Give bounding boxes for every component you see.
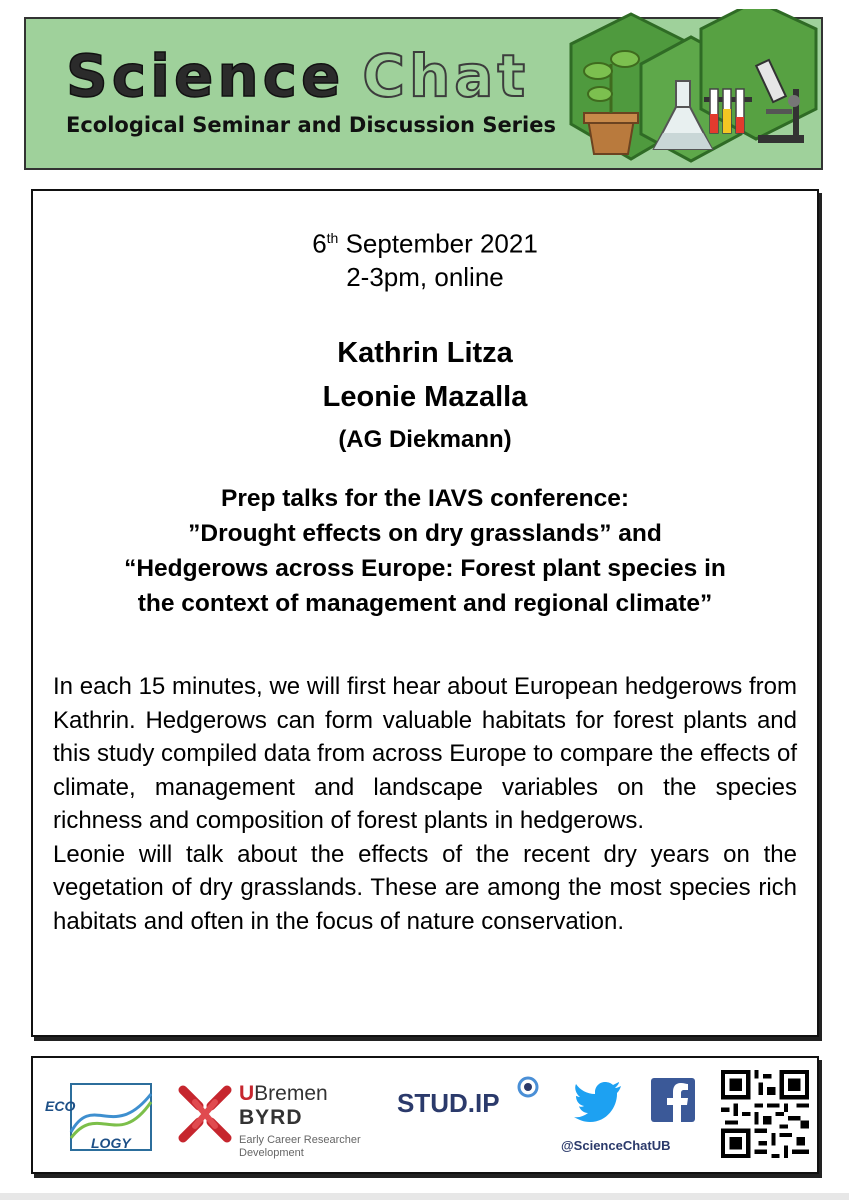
description-paragraph: In each 15 minutes, we will first hear about European hedgerows from Kathrin. Hedgerows can form valuable habitats for forest plants and this study compiled data from across Europe to compare the effects of climate, management and landscape variables on the species richness and composition of forest plants in hedgerows. [53, 673, 797, 834]
speaker-name-1: Kathrin Litza [337, 337, 513, 369]
event-description [53, 670, 797, 938]
title-word-chat: Chat [362, 42, 530, 110]
sponsor-footer [31, 1056, 819, 1174]
ecology-logo [43, 1072, 163, 1162]
ubremen-byrd-logo [173, 1068, 383, 1164]
banner-subtitle: Ecological Seminar and Discussion Series [66, 113, 556, 137]
eco-text: ECO [45, 1098, 76, 1114]
qr-code[interactable] [721, 1070, 809, 1158]
studip-signal-icon [515, 1074, 541, 1100]
event-time: 2-3pm, online [346, 262, 504, 292]
talk-titles [53, 481, 797, 621]
science-illustration [526, 9, 826, 179]
studip-text: STUD.IP [397, 1088, 500, 1118]
byrd-cross-icon [177, 1084, 233, 1144]
date-suffix: th [326, 230, 339, 246]
speaker-name-2: Leonie Mazalla [322, 381, 528, 413]
ubremen-bremen: Bremen [254, 1082, 328, 1105]
byrd-subtitle: Early Career Researcher Development [239, 1134, 361, 1159]
facebook-icon[interactable] [651, 1078, 695, 1122]
title-word-science: Science [66, 42, 345, 110]
twitter-handle[interactable]: @ScienceChatUB [561, 1138, 671, 1153]
page-bottom-bar [0, 1193, 849, 1200]
byrd-text: BYRD [239, 1106, 303, 1129]
date-day: 6 [312, 228, 327, 259]
date-month-year: September 2021 [338, 228, 538, 259]
ubremen-text [239, 1082, 328, 1106]
banner-title [66, 42, 530, 110]
talk-title-line: the context of management and regional climate” [137, 590, 713, 617]
event-card [31, 189, 819, 1037]
social-media [553, 1072, 713, 1162]
description-paragraph: Leonie will talk about the effects of the recent dry years on the vegetation of dry grasslands. These are among the most species rich habitats and often in the focus of nature conservation. [53, 840, 797, 935]
studip-logo [397, 1088, 537, 1128]
header-banner [24, 17, 823, 170]
logy-text: LOGY [91, 1135, 131, 1151]
talk-title-line: Prep talks for the IAVS conference: [221, 485, 629, 512]
talk-title-line: ”Drought effects on dry grasslands” and [188, 520, 662, 547]
twitter-icon[interactable] [573, 1078, 623, 1124]
ubremen-u: U [239, 1082, 255, 1105]
talk-title-line: “Hedgerows across Europe: Forest plant species in [124, 555, 726, 582]
research-group: (AG Diekmann) [338, 426, 512, 453]
